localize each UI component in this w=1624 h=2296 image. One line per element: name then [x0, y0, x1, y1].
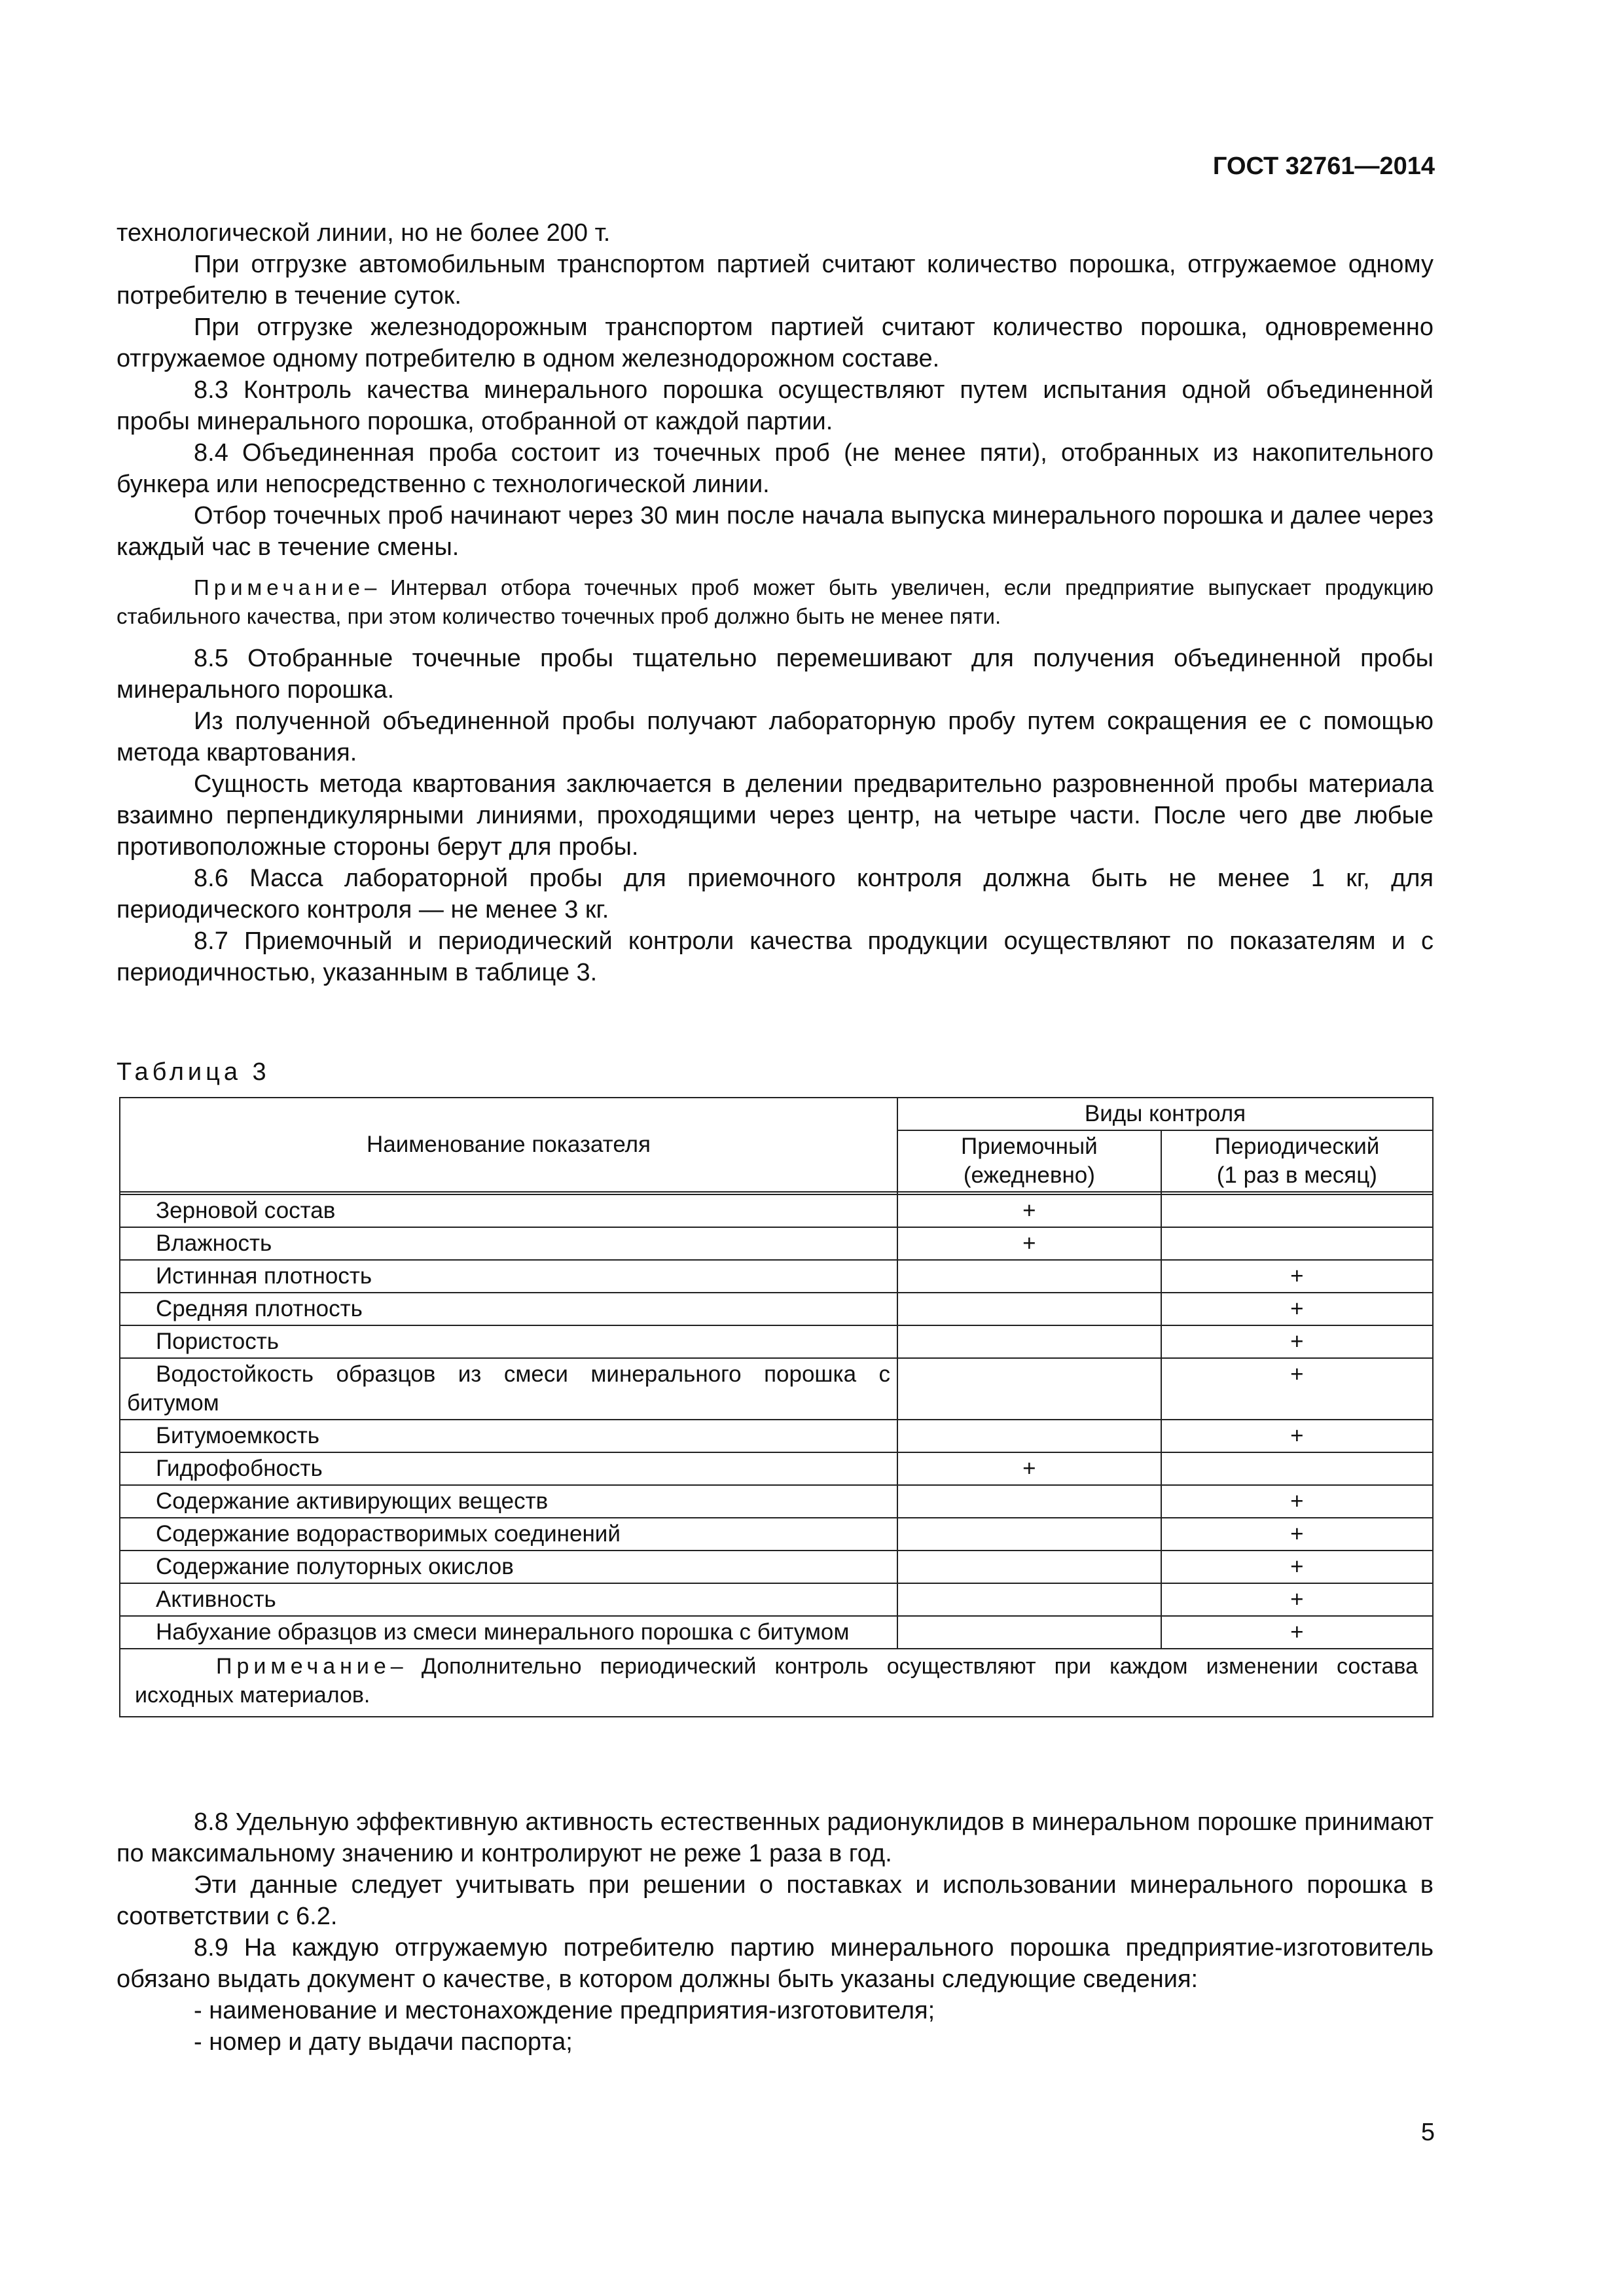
header-acceptance: Приемочный (ежедневно): [897, 1130, 1161, 1192]
table-row: [120, 1420, 1433, 1452]
row-acceptance: [897, 1616, 1161, 1649]
row-acceptance: [897, 1420, 1161, 1452]
table-header-row: [120, 1098, 1433, 1130]
table-row: [120, 1616, 1433, 1649]
row-name: Гидрофобность: [120, 1452, 897, 1485]
table-row: [120, 1358, 1433, 1420]
row-periodic: +: [1161, 1325, 1433, 1358]
table-note-text: – Дополнительно периодический контроль осуществляют при каждом изменении состава исходных материалов.: [135, 1654, 1418, 1708]
row-periodic: +: [1161, 1485, 1433, 1518]
table-row: [120, 1227, 1433, 1260]
header-control-types: Виды контроля: [897, 1098, 1433, 1130]
row-name: Набухание образцов из смеси минерального порошка с битумом: [120, 1616, 897, 1649]
row-acceptance: [897, 1293, 1161, 1325]
note-text: – Интервал отбора точечных проб может быть увеличен, если предприятие выпускает продукцию стабильного качества, при этом количество точечных проб должно быть не менее пяти.: [117, 575, 1434, 628]
paragraph: Сущность метода квартования заключается в делении предварительно разровненной пробы материала взаимно перпендикулярными линиями, проходящими через центр, на четыре части. После чего две любые противоположные стороны берут для пробы.: [117, 770, 1434, 861]
row-name: Содержание полуторных окислов: [120, 1551, 897, 1583]
row-periodic: +: [1161, 1420, 1433, 1452]
table-note: [120, 1649, 1433, 1717]
row-name: Истинная плотность: [120, 1260, 897, 1293]
row-name: Активность: [120, 1583, 897, 1616]
table-row: [120, 1518, 1433, 1551]
document-header: ГОСТ 32761—2014: [1212, 152, 1435, 180]
paragraph: 8.8 Удельную эффективную активность естественных радионуклидов в минеральном порошке принимают по максимальному значению и контролируют не реже 1 раза в год.: [117, 1808, 1434, 1867]
paragraph: 8.5 Отобранные точечные пробы тщательно перемешивают для получения объединенной пробы минерального порошка.: [117, 645, 1434, 704]
row-name: Зерновой состав: [120, 1194, 897, 1227]
paragraph: технологической линии, но не более 200 т.: [117, 219, 611, 247]
row-name: Водостойкость образцов из смеси минерального порошка с битумом: [120, 1358, 897, 1420]
paragraph: 8.4 Объединенная проба состоит из точечных проб (не менее пяти), отобранных из накопительного бункера или непосредственно с технологической линии.: [117, 439, 1434, 498]
list-item: - наименование и местонахождение предприятия-изготовителя;: [194, 1997, 935, 2024]
row-acceptance: [897, 1518, 1161, 1551]
paragraph: 8.6 Масса лабораторной пробы для приемочного контроля должна быть не менее 1 кг, для периодического контроля — не менее 3 кг.: [117, 865, 1434, 924]
row-acceptance: [897, 1358, 1161, 1420]
row-acceptance: [897, 1260, 1161, 1293]
table-row: [120, 1194, 1433, 1227]
table-row: [120, 1485, 1433, 1518]
table-row: [120, 1293, 1433, 1325]
paragraph: Отбор точечных проб начинают через 30 мин после начала выпуска минерального порошка и далее через каждый час в течение смены.: [117, 502, 1434, 561]
row-acceptance: +: [897, 1227, 1161, 1260]
note: [117, 573, 1434, 631]
table-caption: Таблица 3: [117, 1058, 270, 1086]
row-name: Пористость: [120, 1325, 897, 1358]
row-periodic: [1161, 1452, 1433, 1485]
table-row: [120, 1260, 1433, 1293]
header-indicator-name: Наименование показателя: [120, 1098, 897, 1192]
row-acceptance: [897, 1551, 1161, 1583]
row-name: Влажность: [120, 1227, 897, 1260]
row-periodic: +: [1161, 1358, 1433, 1420]
row-periodic: [1161, 1194, 1433, 1227]
paragraph: Из полученной объединенной пробы получают лабораторную пробу путем сокращения ее с помощью метода квартования.: [117, 708, 1434, 766]
row-periodic: [1161, 1227, 1433, 1260]
row-periodic: +: [1161, 1260, 1433, 1293]
list-item: - номер и дату выдачи паспорта;: [194, 2028, 573, 2056]
header-periodic: Периодический (1 раз в месяц): [1161, 1130, 1433, 1192]
row-periodic: +: [1161, 1616, 1433, 1649]
control-table: [119, 1097, 1434, 1717]
table-note-row: [120, 1649, 1433, 1717]
table-row: [120, 1551, 1433, 1583]
row-acceptance: [897, 1583, 1161, 1616]
paragraph: При отгрузке автомобильным транспортом партией считают количество порошка, отгружаемое одному потребителю в течение суток.: [117, 251, 1434, 310]
note-label: Примечание: [194, 575, 365, 600]
paragraph: 8.3 Контроль качества минерального порошка осуществляют путем испытания одной объединенной пробы минерального порошка, отобранной от каждой партии.: [117, 376, 1434, 435]
paragraph: 8.7 Приемочный и периодический контроли качества продукции осуществляют по показателям и с периодичностью, указанным в таблице 3.: [117, 927, 1434, 986]
paragraph: Эти данные следует учитывать при решении о поставках и использовании минерального порошка в соответствии с 6.2.: [117, 1871, 1434, 1930]
section-top: [117, 217, 1434, 988]
row-periodic: +: [1161, 1551, 1433, 1583]
row-acceptance: +: [897, 1452, 1161, 1485]
table-row: [120, 1452, 1433, 1485]
table-row: [120, 1583, 1433, 1616]
row-acceptance: [897, 1325, 1161, 1358]
row-periodic: +: [1161, 1518, 1433, 1551]
row-periodic: +: [1161, 1293, 1433, 1325]
row-periodic: +: [1161, 1583, 1433, 1616]
row-acceptance: [897, 1485, 1161, 1518]
table-note-label: Примечание: [216, 1654, 391, 1679]
row-name: Содержание активирующих веществ: [120, 1485, 897, 1518]
paragraph: При отгрузке железнодорожным транспортом партией считают количество порошка, одновременно отгружаемое одному потребителю в одном железнодорожном составе.: [117, 314, 1434, 372]
table-row: [120, 1325, 1433, 1358]
row-acceptance: +: [897, 1194, 1161, 1227]
row-name: Битумоемкость: [120, 1420, 897, 1452]
paragraph: 8.9 На каждую отгружаемую потребителю партию минерального порошка предприятие-изготовитель обязано выдать документ о качестве, в котором должны быть указаны следующие сведения:: [117, 1934, 1434, 1993]
section-bottom: [117, 1806, 1434, 2058]
row-name: Средняя плотность: [120, 1293, 897, 1325]
row-name: Содержание водорастворимых соединений: [120, 1518, 897, 1551]
page-number: 5: [1420, 2119, 1435, 2146]
